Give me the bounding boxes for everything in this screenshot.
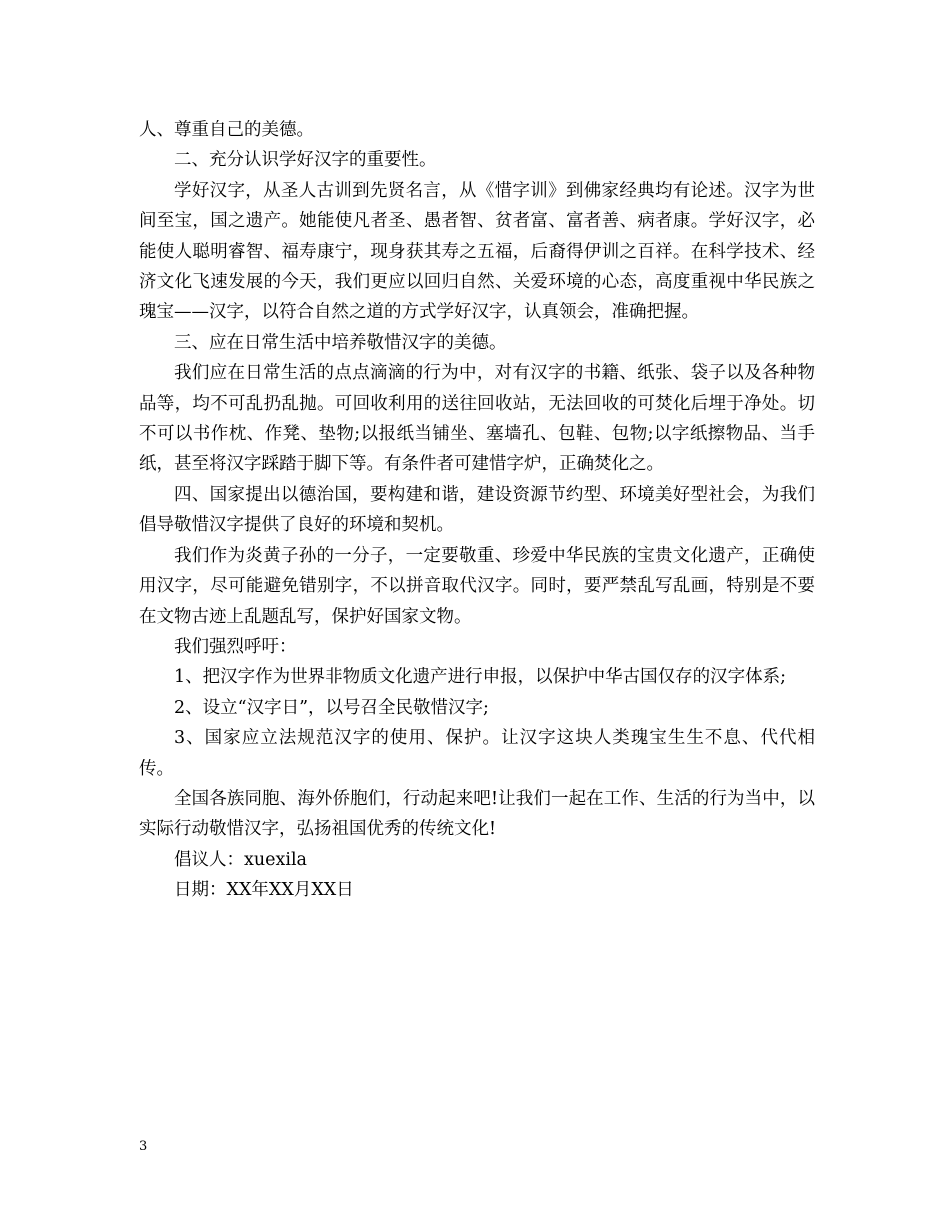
section-heading-2: 二、充分认识学好汉字的重要性。 [174,150,437,171]
page-number: 3 [139,1139,148,1154]
document-body [139,115,815,906]
appeal-item-3: 3、国家应立法规范汉字的使用、保护。让汉字这块人类瑰宝生生不息、代代相传。 [139,728,815,779]
closing-call: 全国各族同胞、海外侨胞们，行动起来吧!让我们一起在工作、生活的行为当中，以实际行动敬惜汉字，弘扬祖国优秀的传统文化! [139,788,815,840]
proposer-line: 倡议人：xuexila [174,849,307,870]
appeal-item-1: 1、把汉字作为世界非物质文化遗产进行申报，以保护中华古国仅存的汉字体系; [174,667,787,688]
appeal-item-2: 2、设立“汉字日”，以号召全民敬惜汉字; [174,697,489,718]
section-heading-3: 三、应在日常生活中培养敬惜汉字的美德。 [174,332,507,353]
paragraph-heritage: 我们作为炎黄子孙的一分子，一定要敬重、珍爱中华民族的宝贵文化遗产，正确使用汉字，尽可能避免错别字，不以拼音取代汉字。同时，要严禁乱写乱画，特别是不要在文物古迹上乱题乱写，保护好国家文物。 [139,545,815,627]
date-line: 日期：XX年XX月XX日 [174,880,354,901]
paragraph-daily-life: 我们应在日常生活的点点滴滴的行为中，对有汉字的书籍、纸张、袋子以及各种物品等，均不可乱扔乱抛。可回收利用的送往回收站，无法回收的可焚化后埋于净处。切不可以书作枕、作凳、垫物;以报纸当铺坐、塞墙孔、包鞋、包物;以字纸擦物品、当手纸，甚至将汉字踩踏于脚下等。有条件者可建惜字炉，正确焚化之。 [139,363,815,475]
appeal-heading: 我们强烈呼吁： [174,636,297,657]
section-heading-4: 四、国家提出以德治国，要构建和谐，建设资源节约型、环境美好型社会，为我们倡导敬惜汉字提供了良好的环境和契机。 [139,484,815,536]
paragraph-continuation: 人、尊重自己的美德。 [139,120,314,140]
paragraph-importance: 学好汉字，从圣人古训到先贤名言，从《惜字训》到佛家经典均有论述。汉字为世间至宝，国之遗产。她能使凡者圣、愚者智、贫者富、富者善、病者康。学好汉字，必能使人聪明睿智、福寿康宁，现身获其寿之五福，后裔得伊训之百祥。在科学技术、经济文化飞速发展的今天，我们更应以回归自然、关爱环境的心态，高度重视中华民族之瑰宝——汉字，以符合自然之道的方式学好汉字，认真领会，准确把握。 [139,180,815,323]
